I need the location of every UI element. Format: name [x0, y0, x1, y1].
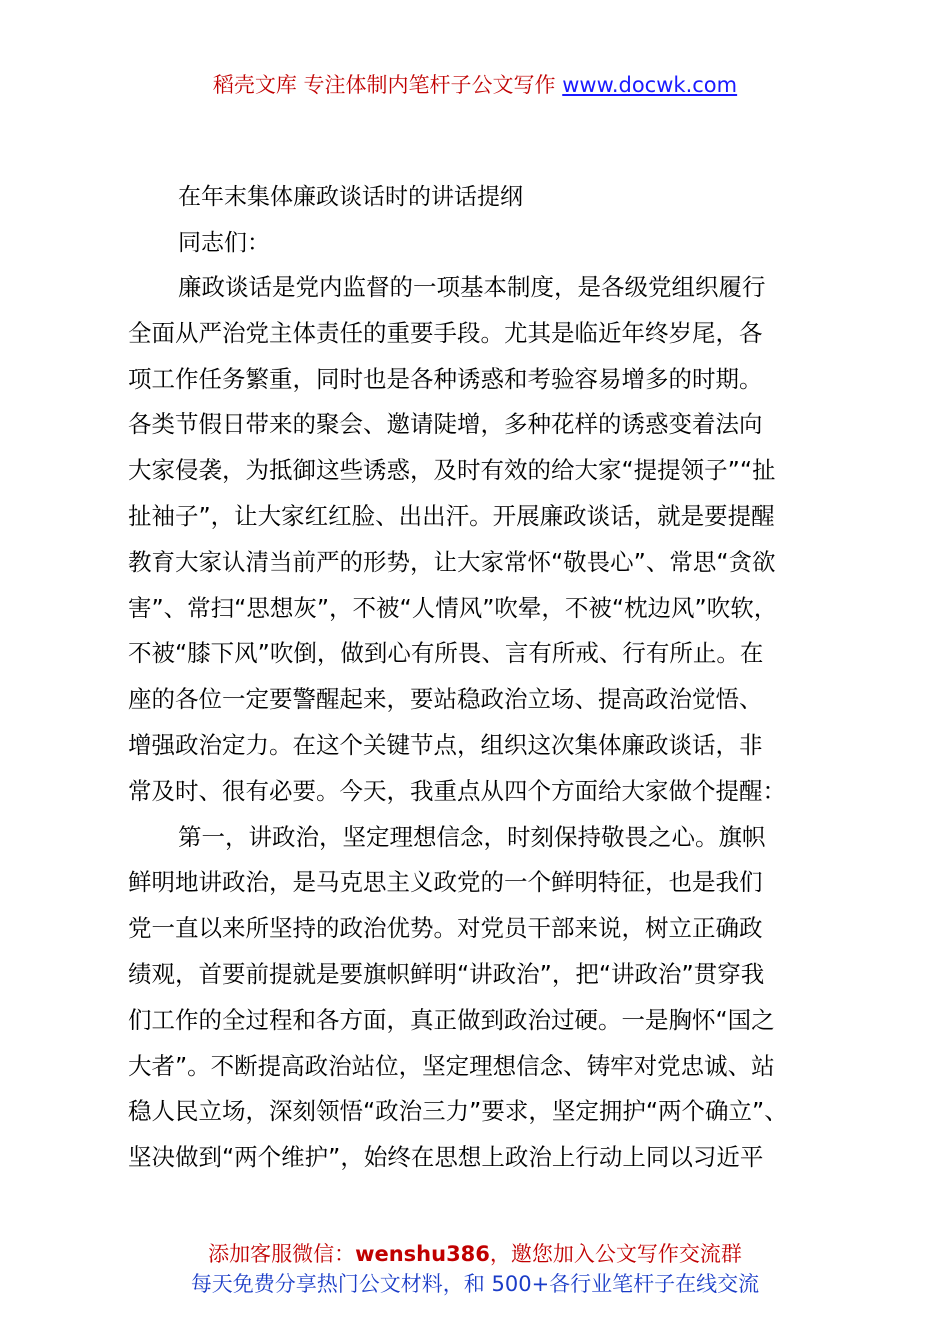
- footer-contact-line: [0, 1238, 950, 1270]
- header-brand-text: 稻壳文库 专注体制内笔杆子公文写作: [212, 73, 563, 97]
- body-line: 不被“膝下风”吹倒，做到心有所畏、言有所戒、行有所止。在: [128, 639, 764, 668]
- document-title: 在年末集体廉政谈话时的讲话提纲: [178, 184, 523, 210]
- body-line: 扯袖子”，让大家红红脸、出出汗。开展廉政谈话，就是要提醒: [128, 501, 775, 530]
- body-line: 常及时、很有必要。今天，我重点从四个方面给大家做个提醒：: [128, 776, 786, 805]
- body-line: 害”、常扫“思想灰”，不被“人情风”吹晕，不被“枕边风”吹软，: [128, 593, 778, 622]
- body-line: 鲜明地讲政治，是马克思主义政党的一个鲜明特征，也是我们: [128, 868, 763, 897]
- body-line: 增强政治定力。在这个关键节点，组织这次集体廉政谈话，非: [128, 730, 763, 759]
- header-url-link[interactable]: www.docwk.com: [562, 73, 738, 97]
- body-line: 稳人民立场，深刻领悟“政治三力”要求，坚定拥护“两个确立”、: [128, 1097, 788, 1126]
- page-header: [0, 68, 950, 102]
- document-body: [128, 265, 848, 1181]
- body-line: 教育大家认清当前严的形势，让大家常怀“敬畏心”、常思“贪欲: [128, 547, 776, 576]
- document-salutation: 同志们：: [178, 230, 270, 256]
- body-line: 各类节假日带来的聚会、邀请陡增，多种花样的诱惑变着法向: [128, 410, 763, 439]
- footer-suffix: ，邀您加入公文写作交流群: [489, 1242, 742, 1266]
- body-line: 党一直以来所坚持的政治优势。对党员干部来说，树立正确政: [128, 914, 763, 943]
- body-line: 绩观，首要前提就是要旗帜鲜明“讲政治”，把“讲政治”贯穿我: [128, 959, 765, 988]
- body-line: 们工作的全过程和各方面，真正做到政治过硬。一是胸怀“国之: [128, 1005, 775, 1034]
- body-line: 坚决做到“两个维护”，始终在思想上政治上行动上同以习近平: [128, 1143, 764, 1172]
- body-line: 项工作任务繁重，同时也是各种诱惑和考验容易增多的时期。: [128, 364, 763, 393]
- footer-share-line: 每天免费分享热门公文材料，和 500+各行业笔杆子在线交流: [190, 1272, 760, 1296]
- body-line: 大者”。不断提高政治站位，坚定理想信念、铸牢对党忠诚、站: [128, 1051, 775, 1080]
- footer-wechat-id: wenshu386: [355, 1242, 490, 1266]
- body-line: 大家侵袭，为抵御这些诱惑，及时有效的给大家“提提领子”“扯: [128, 456, 776, 485]
- body-line: 廉政谈话是党内监督的一项基本制度，是各级党组织履行: [178, 273, 766, 301]
- body-line: 第一，讲政治，坚定理想信念，时刻保持敬畏之心。旗帜: [178, 822, 766, 851]
- body-line: 全面从严治党主体责任的重要手段。尤其是临近年终岁尾，各: [128, 318, 763, 347]
- body-line: 座的各位一定要警醒起来，要站稳政治立场、提高政治觉悟、: [128, 685, 763, 714]
- footer-prefix: 添加客服微信：: [208, 1242, 356, 1266]
